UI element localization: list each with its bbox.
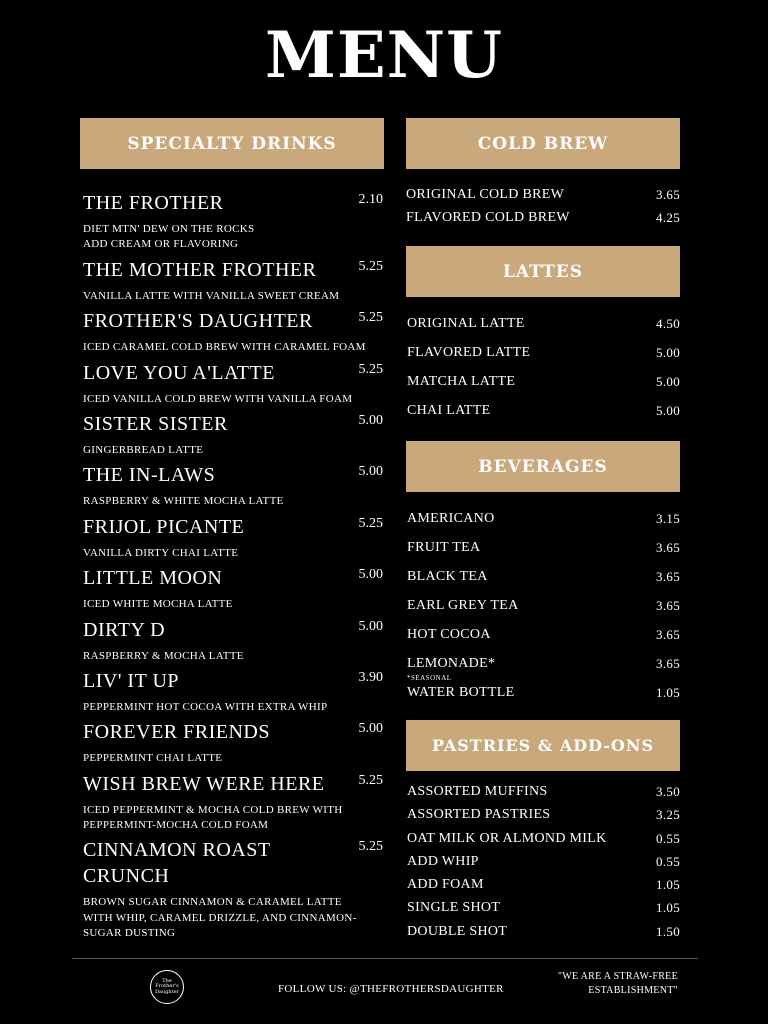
- specialty-item-price: 5.00: [358, 618, 383, 634]
- specialty-item: [83, 837, 383, 941]
- beverages-item-price: 3.65: [656, 598, 680, 613]
- cold-brew-item-price: 4.25: [656, 210, 680, 225]
- specialty-item: [83, 360, 383, 407]
- beverages-list: [407, 511, 680, 714]
- specialty-item-name: THE FROTHER: [83, 192, 224, 214]
- specialty-item-price: 5.25: [358, 772, 383, 788]
- beverages-item: [407, 656, 680, 685]
- pastries-item-name: DOUBLE SHOT: [407, 923, 508, 939]
- pastries-item: [407, 877, 680, 900]
- beverages-item-name: BLACK TEA: [407, 569, 488, 584]
- specialty-item-name: FRIJOL PICANTE: [83, 515, 245, 538]
- specialty-item-description: VANILLA DIRTY CHAI LATTE: [83, 546, 239, 559]
- pastries-item-price: 0.55: [656, 853, 680, 869]
- beverages-item-price: 3.15: [656, 511, 680, 526]
- lattes-item: [407, 374, 680, 403]
- specialty-item: [83, 617, 383, 664]
- specialty-item: [83, 719, 383, 766]
- pastries-item-price: 1.05: [656, 900, 680, 916]
- pastries-item-price: 0.55: [656, 830, 680, 846]
- lattes-item-name: MATCHA LATTE: [407, 374, 516, 389]
- lattes-item-name: FLAVORED LATTE: [407, 345, 531, 360]
- beverages-item-name: WATER BOTTLE: [407, 685, 515, 700]
- lattes-item: [407, 345, 680, 374]
- specialty-item-description: PEPPERMINT CHAI LATTE: [83, 752, 223, 765]
- specialty-item-price: 2.10: [358, 192, 383, 207]
- beverages-item: [407, 627, 680, 656]
- specialty-item-name: SISTER SISTER: [83, 412, 228, 435]
- pastries-item-price: 3.50: [656, 784, 680, 799]
- beverages-item-name: FRUIT TEA: [407, 540, 481, 555]
- specialty-item-description: RASPBERRY & MOCHA LATTE: [83, 649, 244, 662]
- specialty-item: [83, 565, 383, 612]
- lattes-item: [407, 403, 680, 432]
- straw-free-note: "WE ARE A STRAW-FREE ESTABLISHMENT": [557, 971, 678, 996]
- pastries-item-price: 1.05: [656, 877, 680, 893]
- specialty-item: [83, 771, 383, 834]
- specialty-item-description: ICED WHITE MOCHA LATTE: [83, 598, 233, 611]
- cold-brew-item-name: ORIGINAL COLD BREW: [406, 187, 565, 202]
- beverages-heading-label: BEVERAGES: [478, 456, 608, 477]
- footer-divider: [72, 958, 698, 959]
- pastries-item-price: 3.25: [656, 807, 680, 823]
- specialty-item-description: BROWN SUGAR CINNAMON & CARAMEL LATTE WITH WHIP, CARAMEL DRIZZLE, AND CINNAMON- SUGAR DUSTING: [83, 896, 357, 940]
- specialty-item-description: ICED PEPPERMINT & MOCHA COLD BREW WITH PEPPERMINT-MOCHA COLD FOAM: [83, 803, 343, 832]
- pastries-item-name: SINGLE SHOT: [407, 900, 501, 916]
- cold-brew-heading-label: COLD BREW: [477, 133, 609, 154]
- pastries-item: [407, 900, 680, 923]
- specialty-item-price: 5.25: [358, 258, 383, 274]
- lattes-item-price: 5.00: [656, 374, 680, 389]
- pastries-item-name: OAT MILK OR ALMOND MILK: [407, 830, 607, 846]
- specialty-item-name: LOVE YOU A'LATTE: [83, 361, 275, 384]
- pastries-item: [407, 807, 680, 830]
- specialty-item: [83, 462, 383, 509]
- cold-brew-item-name: FLAVORED COLD BREW: [406, 210, 570, 225]
- specialty-item-price: 5.25: [358, 310, 383, 326]
- lattes-item-price: 5.00: [656, 403, 680, 418]
- specialty-item-description: PEPPERMINT HOT COCOA WITH EXTRA WHIP: [83, 700, 328, 713]
- beverages-item-price: 3.65: [656, 540, 680, 555]
- pastries-heading-label: PASTRIES & ADD-ONS: [431, 736, 655, 755]
- lattes-item: [407, 316, 680, 345]
- pastries-item: [407, 831, 680, 854]
- menu-title: MENU: [265, 18, 503, 93]
- lattes-list: [407, 316, 680, 432]
- beverages-item-name: HOT COCOA: [407, 627, 491, 642]
- cold-brew-item: [406, 210, 680, 233]
- specialty-item: [83, 190, 383, 253]
- lattes-heading-label: LATTES: [502, 261, 584, 282]
- specialty-drinks-heading: [80, 118, 384, 169]
- lattes-item-price: 4.50: [656, 316, 680, 331]
- beverages-item-price: 1.05: [656, 685, 680, 700]
- lattes-item-name: CHAI LATTE: [407, 403, 491, 418]
- specialty-item-price: 5.25: [358, 839, 383, 855]
- lattes-item-name: ORIGINAL LATTE: [407, 316, 525, 331]
- specialty-item-price: 5.25: [358, 361, 383, 377]
- pastries-list: [407, 784, 680, 947]
- beverages-item-price: 3.65: [656, 656, 680, 671]
- cold-brew-item: [406, 187, 680, 210]
- specialty-item-price: 5.25: [358, 515, 383, 531]
- cold-brew-list: [406, 187, 680, 233]
- pastries-item: [407, 784, 680, 807]
- beverages-item-name: AMERICANO: [407, 511, 495, 526]
- specialty-item: [83, 411, 383, 458]
- pastries-item-price: 1.50: [656, 923, 680, 939]
- specialty-item-price: 5.00: [358, 464, 383, 480]
- specialty-item-description: VANILLA LATTE WITH VANILLA SWEET CREAM: [83, 289, 340, 302]
- beverages-heading: [406, 441, 680, 492]
- beverages-item: [407, 569, 680, 598]
- beverages-item-price: 3.65: [656, 569, 680, 584]
- pastries-heading: [406, 720, 680, 771]
- beverages-item: [407, 685, 680, 714]
- specialty-item-name: DIRTY D: [83, 618, 166, 641]
- specialty-item-price: 3.90: [358, 669, 383, 685]
- specialty-item-name: THE IN-LAWS: [83, 464, 216, 487]
- specialty-item-price: 5.00: [358, 721, 383, 737]
- specialty-item-description: DIET MTN' DEW ON THE ROCKS ADD CREAM OR FLAVORING: [83, 223, 255, 251]
- specialty-item-name: WISH BREW WERE HERE: [83, 772, 325, 795]
- specialty-drinks-heading-label: SPECIALTY DRINKS: [127, 133, 337, 154]
- specialty-item-name: LITTLE MOON: [83, 567, 223, 590]
- beverages-item-name: EARL GREY TEA: [407, 598, 519, 613]
- brand-logo: [150, 970, 184, 1004]
- specialty-item: [83, 308, 383, 355]
- pastries-item-name: ASSORTED PASTRIES: [407, 807, 551, 823]
- specialty-item-name: FOREVER FRIENDS: [83, 721, 270, 744]
- pastries-item: [407, 854, 680, 877]
- specialty-drinks-list: [83, 190, 383, 946]
- lattes-item-price: 5.00: [656, 345, 680, 360]
- pastries-item-name: ADD WHIP: [407, 853, 479, 869]
- lattes-heading: [406, 246, 680, 297]
- specialty-item-price: 5.00: [358, 567, 383, 583]
- beverages-item: [407, 540, 680, 569]
- specialty-item-description: RASPBERRY & WHITE MOCHA LATTE: [83, 495, 284, 508]
- follow-us-text: FOLLOW US: @THEFROTHERSDAUGHTER: [278, 983, 504, 995]
- beverages-item: [407, 598, 680, 627]
- brand-logo-text: The Frother's Daughter: [155, 977, 179, 995]
- seasonal-note: *SEASONAL: [407, 674, 452, 682]
- specialty-item-name: THE MOTHER FROTHER: [83, 258, 317, 281]
- specialty-item-price: 5.00: [358, 412, 383, 428]
- beverages-item: [407, 511, 680, 540]
- cold-brew-heading: [406, 118, 680, 169]
- specialty-item-description: GINGERBREAD LATTE: [83, 443, 204, 456]
- specialty-item-description: ICED CARAMEL COLD BREW WITH CARAMEL FOAM: [83, 341, 366, 354]
- specialty-item-name: LIV' IT UP: [83, 669, 180, 692]
- specialty-item: [83, 257, 383, 304]
- beverages-item-name: LEMONADE*: [407, 656, 496, 671]
- pastries-item-name: ASSORTED MUFFINS: [407, 784, 548, 799]
- specialty-item-description: ICED VANILLA COLD BREW WITH VANILLA FOAM: [83, 392, 353, 405]
- pastries-item-name: ADD FOAM: [407, 877, 484, 893]
- pastries-item: [407, 924, 680, 947]
- cold-brew-item-price: 3.65: [656, 187, 680, 202]
- beverages-item-price: 3.65: [656, 627, 680, 642]
- specialty-item-name: CINNAMON ROAST CRUNCH: [83, 839, 271, 888]
- specialty-item: [83, 668, 383, 715]
- specialty-item-name: FROTHER'S DAUGHTER: [83, 310, 313, 333]
- specialty-item: [83, 514, 383, 561]
